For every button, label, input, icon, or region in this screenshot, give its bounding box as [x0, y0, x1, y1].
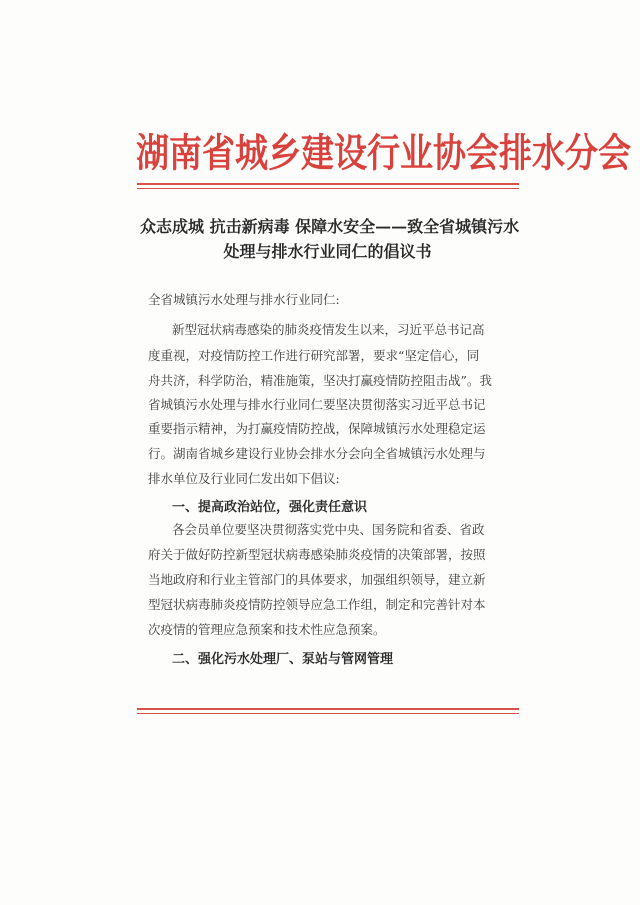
intro-line: 新型冠状病毒感染的肺炎疫情发生以来，习近平总书记高 — [172, 322, 485, 337]
intro-line: 省城镇污水处理与排水行业同仁要坚决贯彻落实习近平总书记 — [148, 397, 486, 412]
intro-line: 重要指示精神，为打赢疫情防控战，保障城镇污水处理稳定运 — [148, 421, 486, 436]
intro-line: 行。湖南省城乡建设行业协会排水分会向全省城镇污水处理与 — [148, 446, 486, 461]
section-1-line: 次疫情的管理应急预案和技术性应急预案。 — [148, 622, 386, 637]
document-title-line-2: 处理与排水行业同仁的倡议书 — [223, 242, 432, 261]
section-1-line: 型冠状病毒肺炎疫情防控领导应急工作组，制定和完善针对本 — [148, 597, 486, 612]
section-1-line: 各会员单位要坚决贯彻落实党中央、国务院和省委、省政 — [172, 522, 485, 537]
section-1-heading: 一、提高政治站位，强化责任意识 — [172, 500, 368, 515]
intro-line: 度重视，对疫情防控工作进行研究部署，要求“坚定信心，同 — [148, 348, 480, 363]
footer-rule-thick — [137, 708, 519, 710]
section-1-line: 府关于做好防控新型冠状病毒感染肺炎疫情的决策部署，按照 — [148, 547, 486, 562]
organization-header: 湖南省城乡建设行业协会排水分会 — [136, 129, 631, 176]
footer-rule-thin — [137, 713, 519, 714]
section-1-line: 当地政府和行业主管部门的具体要求，加强组织领导，建立新 — [148, 572, 486, 587]
intro-line: 舟共济，科学防治，精准施策，坚决打赢疫情防控阻击战”。我 — [148, 373, 492, 388]
section-2-heading: 二、强化污水处理厂、泵站与管网管理 — [172, 652, 394, 667]
intro-line: 排水单位及行业同仁发出如下倡议: — [148, 471, 340, 486]
salutation: 全省城镇污水处理与排水行业同仁: — [148, 292, 340, 307]
document-title-line-1: 众志成城 抗击新病毒 保障水安全——致全省城镇污水 — [140, 217, 520, 236]
header-rule-thick — [137, 183, 519, 185]
header-rule-thin — [137, 188, 519, 189]
